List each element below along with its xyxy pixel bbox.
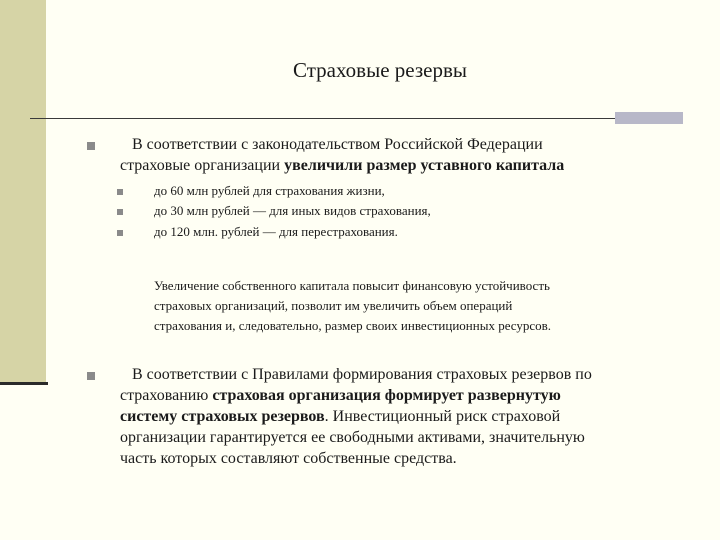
block1-item-3: до 120 млн. рублей — для перестрахования. xyxy=(154,224,398,239)
block1-note-line1: Увеличение собственного капитала повысит финансовую устойчивость xyxy=(154,278,550,293)
block1-item-2: до 30 млн рублей — для иных видов страхования, xyxy=(154,203,431,218)
block2-line4: организации гарантируется ее свободными активами, значительную xyxy=(120,429,585,446)
block2-line5: часть которых составляют собственные средства. xyxy=(120,450,457,467)
sub-bullet-icon xyxy=(117,209,123,215)
block2-line1: В соответствии с Правилами формирования страховых резервов по xyxy=(132,366,592,383)
block1-text xyxy=(120,134,660,176)
block2-line3-plain: . Инвестиционный риск страховой xyxy=(324,408,561,425)
block1-line2-bold: увеличили размер уставного капитала xyxy=(284,157,565,174)
block1-note xyxy=(154,276,654,336)
left-decor-band xyxy=(0,0,46,384)
block1-line2 xyxy=(120,155,660,176)
block2-line3-bold: систему страховых резервов xyxy=(120,408,325,425)
block2-line3 xyxy=(120,406,680,427)
bullet-icon xyxy=(87,372,95,380)
block2-line2-bold: страховая организация формирует развернутую xyxy=(212,387,561,404)
block1-line2-plain: страховые организации xyxy=(120,157,285,174)
title-divider xyxy=(30,118,682,119)
block1-note-line2: страховых организаций, позволит им увеличить объем операций xyxy=(154,298,513,313)
sub-bullet-icon xyxy=(117,230,123,236)
left-band-rule xyxy=(0,382,48,385)
block1-note-line3: страхования и, следовательно, размер своих инвестиционных ресурсов. xyxy=(154,318,552,333)
sub-bullet-icon xyxy=(117,189,123,195)
block2-line2 xyxy=(120,385,680,406)
block1-line1: В соответствии с законодательством Российской Федерации xyxy=(132,136,543,153)
title-divider-accent xyxy=(615,112,683,124)
block2-text xyxy=(120,364,680,469)
bullet-icon xyxy=(87,142,95,150)
block2-line2-plain: страхованию xyxy=(120,387,213,404)
slide-title: Страховые резервы xyxy=(293,58,467,82)
block1-item-1: до 60 млн рублей для страхования жизни, xyxy=(154,183,385,198)
